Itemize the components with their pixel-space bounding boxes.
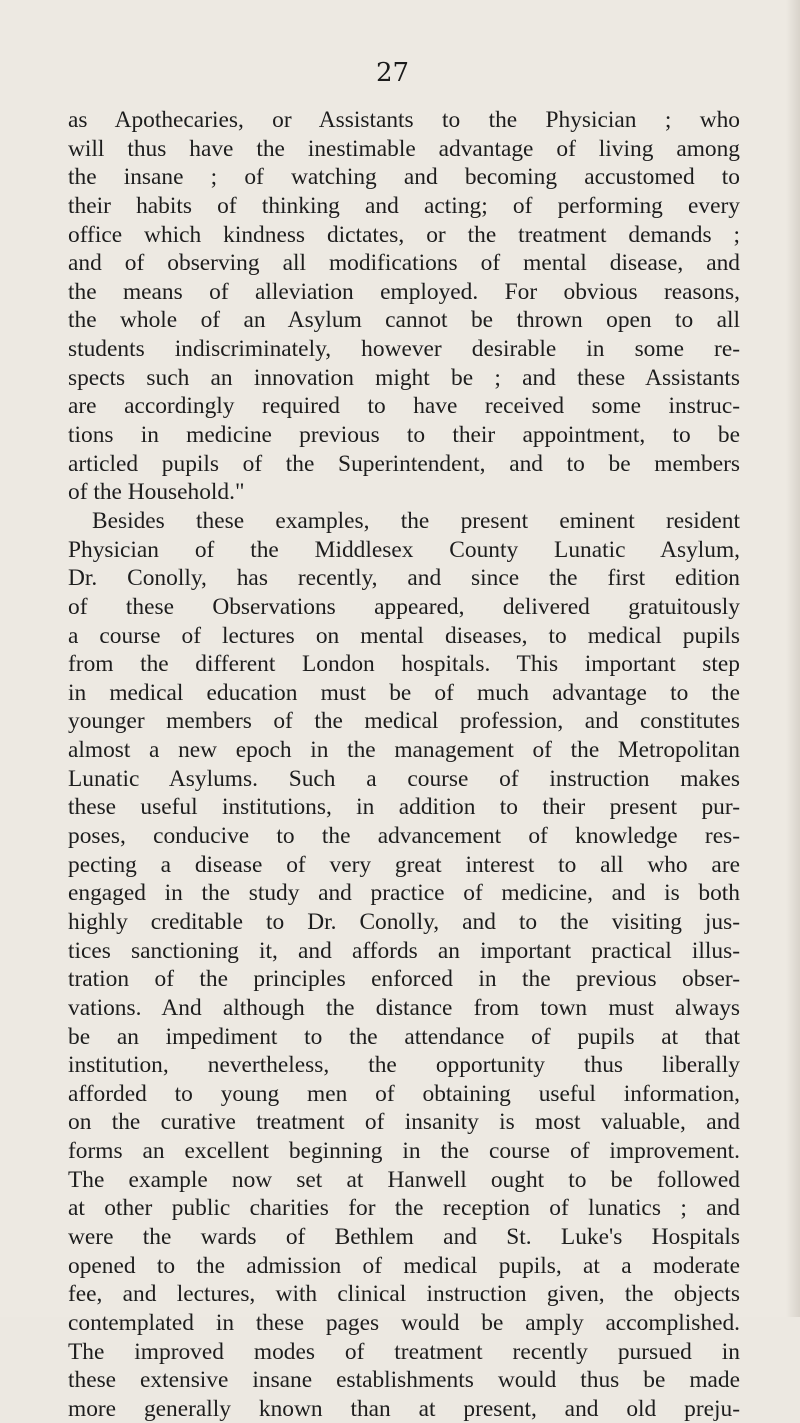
text-line: more generally known than at present, and old preju- — [68, 1395, 740, 1422]
text-line: the insane ; of watching and becoming accustomed to — [68, 164, 740, 191]
text-line: office which kindness dictates, or the treatment demands ; — [68, 221, 740, 248]
text-line: forms an excellent beginning in the course of improvement. — [68, 1138, 740, 1165]
text-line: of these Observations appeared, delivered gratuitously — [68, 593, 740, 620]
text-line: The example now set at Hanwell ought to be followed — [68, 1166, 740, 1193]
text-line: almost a new epoch in the management of the Metropolitan — [68, 737, 740, 764]
text-line: Besides these examples, the present eminent resident — [92, 507, 740, 534]
text-line: their habits of thinking and acting; of performing every — [68, 192, 740, 219]
text-line: younger members of the medical profession, and constitutes — [68, 708, 740, 735]
text-line: The improved modes of treatment recently pursued in — [68, 1338, 740, 1365]
text-line: a course of lectures on mental diseases, to medical pupils — [68, 622, 740, 649]
text-line: the whole of an Asylum cannot be thrown open to all — [68, 307, 740, 334]
text-line: in medical education must be of much advantage to the — [68, 679, 740, 706]
text-line: vations. And although the distance from town must always — [68, 994, 740, 1021]
text-line: institution, nevertheless, the opportunity thus liberally — [68, 1052, 740, 1079]
text-line: Dr. Conolly, has recently, and since the first edition — [68, 565, 740, 592]
text-line: engaged in the study and practice of medicine, and is both — [68, 880, 740, 907]
text-line: tices sanctioning it, and affords an important practical illus- — [68, 937, 740, 964]
text-line: highly creditable to Dr. Conolly, and to the visiting jus- — [68, 908, 740, 935]
text-line: Lunatic Asylums. Such a course of instruction makes — [68, 765, 740, 792]
text-line: as Apothecaries, or Assistants to the Physician ; who — [68, 107, 740, 133]
text-line: poses, conducive to the advancement of knowledge res- — [68, 823, 740, 850]
text-line: and of observing all modifications of mental disease, and — [68, 250, 740, 277]
text-line: on the curative treatment of insanity is most valuable, and — [68, 1109, 740, 1136]
page-number: 27 — [376, 58, 410, 88]
text-line: were the wards of Bethlem and St. Luke's Hospitals — [68, 1223, 740, 1250]
text-line: spects such an innovation might be ; and these Assistants — [68, 364, 740, 391]
text-line: afforded to young men of obtaining useful information, — [68, 1080, 740, 1107]
body-text — [68, 106, 740, 1423]
text-line: these extensive insane establishments would thus be made — [68, 1367, 740, 1394]
text-line: from the different London hospitals. This important step — [68, 651, 740, 678]
page-edge-shadow — [786, 0, 800, 1317]
text-line: be an impediment to the attendance of pupils at that — [68, 1023, 740, 1050]
text-line: of the Household." — [68, 479, 245, 506]
text-line: at other public charities for the reception of lunatics ; and — [68, 1195, 740, 1222]
text-line: will thus have the inestimable advantage of living among — [68, 135, 740, 162]
text-line: tions in medicine previous to their appointment, to be — [68, 422, 740, 449]
text-line: pecting a disease of very great interest to all who are — [68, 851, 740, 878]
text-line: articled pupils of the Superintendent, and to be members — [68, 450, 740, 477]
text-line: fee, and lectures, with clinical instruction given, the objects — [68, 1281, 740, 1308]
text-line: are accordingly required to have received some instruc- — [68, 393, 740, 420]
text-line: the means of alleviation employed. For obvious reasons, — [68, 278, 740, 305]
text-line: Physician of the Middlesex County Lunatic Asylum, — [68, 536, 740, 563]
text-line: these useful institutions, in addition to their present pur- — [68, 794, 740, 821]
text-line: tration of the principles enforced in the previous obser- — [68, 966, 740, 993]
text-line: students indiscriminately, however desirable in some re- — [68, 336, 740, 363]
text-line: opened to the admission of medical pupils, at a moderate — [68, 1252, 740, 1279]
text-line: contemplated in these pages would be amply accomplished. — [68, 1309, 740, 1336]
